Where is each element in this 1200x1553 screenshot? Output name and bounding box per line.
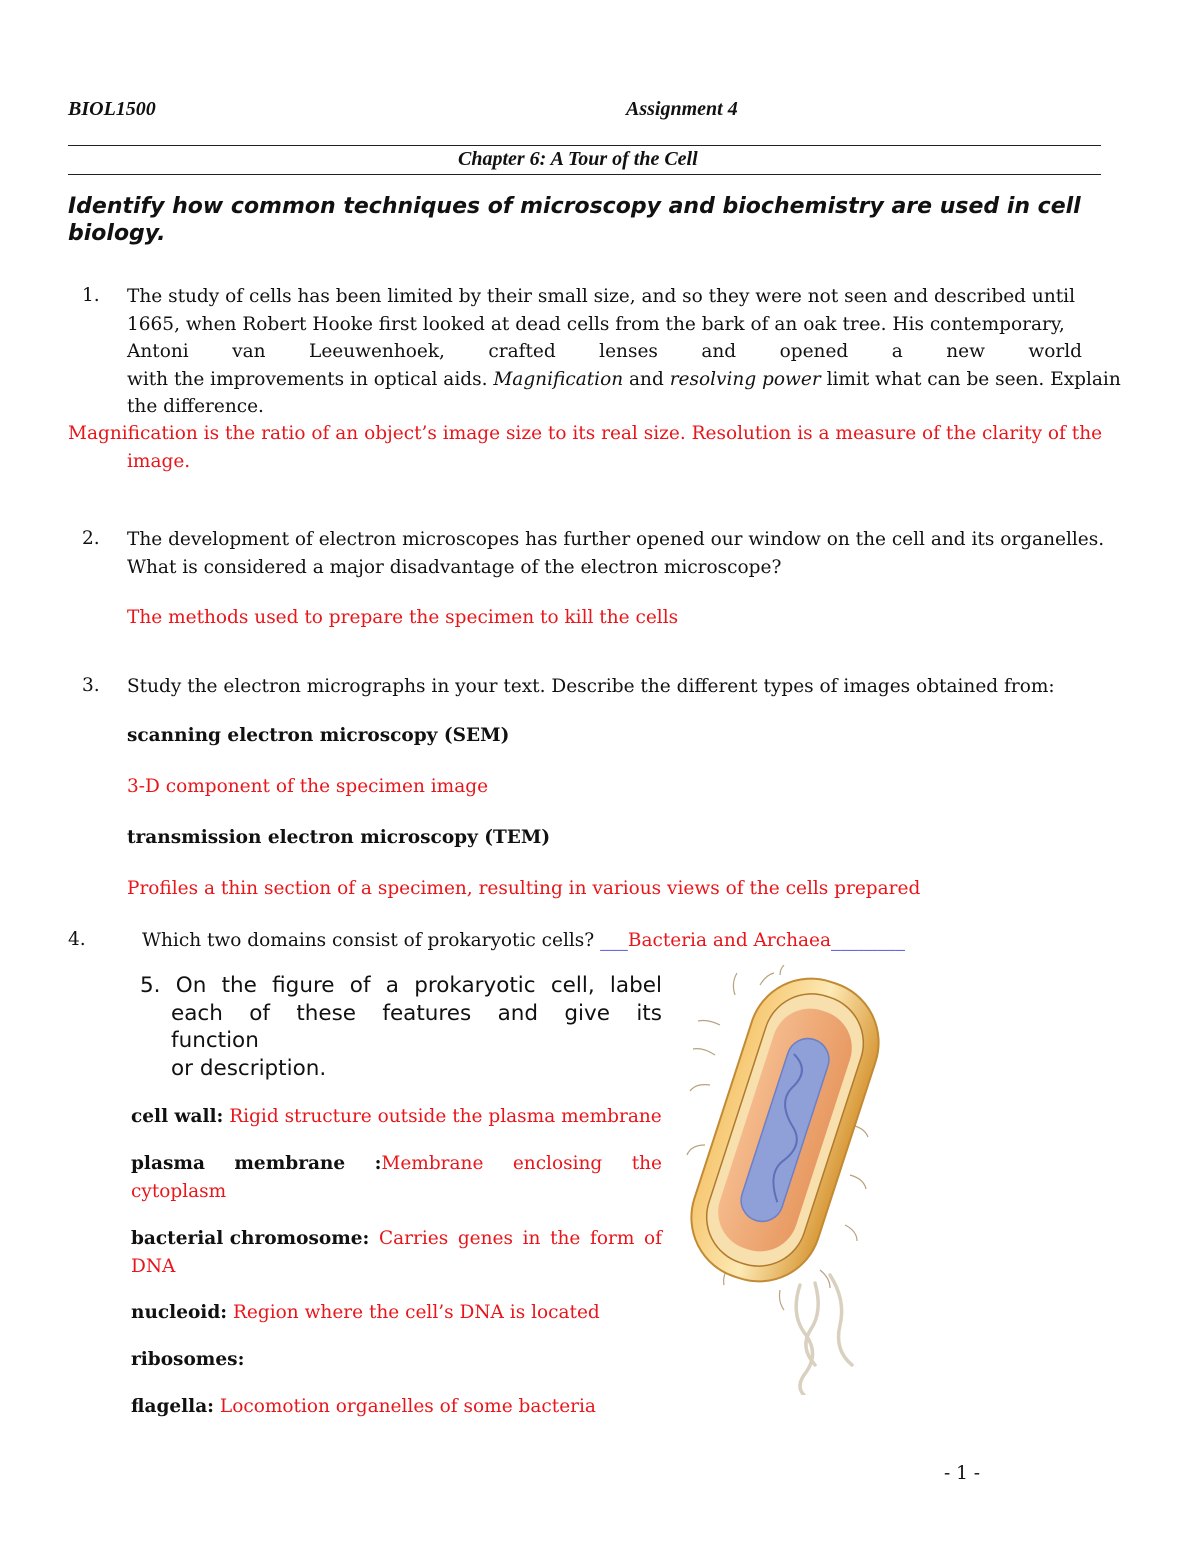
chromosome-line1 [131, 1225, 662, 1253]
flagella-label: flagella: [131, 1396, 215, 1417]
pm-label-w0: plasma [131, 1153, 205, 1174]
q5-l1w3: figure [272, 973, 335, 998]
q5-l2w4: and [497, 1000, 539, 1026]
q3-prompt: Study the electron micrographs in your text. Describe the different types of images obtained from: [127, 676, 1055, 697]
q4-prompt: Which two domains consist of prokaryotic cells? [142, 930, 595, 951]
q5-l2w1: of [249, 1000, 270, 1026]
q5-line3: function [171, 1028, 259, 1053]
pm-colon: : [374, 1153, 382, 1174]
q5-l1w5: a [385, 973, 399, 998]
q1-w1: van [232, 341, 266, 362]
chromosome-label: bacterial chromosome: [131, 1228, 370, 1249]
q1-line4-post: limit what can be seen. Explain [826, 368, 1121, 390]
flagella-answer: Locomotion organelles of some bacteria [219, 1396, 596, 1417]
chr-ans-w4: form [589, 1228, 635, 1249]
q1-w7: a [891, 341, 903, 362]
q4-line [142, 927, 905, 955]
q1-text [127, 283, 1128, 421]
term-resolving-power: resolving power [669, 368, 821, 390]
q1-line5: the difference. [127, 396, 264, 417]
q4-number: 4. [68, 929, 86, 950]
sem-answer: 3-D component of the specimen image [127, 776, 489, 797]
q5-l2w3: features [382, 1000, 472, 1026]
q1-w6: opened [779, 341, 849, 362]
chr-ans-w1: genes [457, 1228, 513, 1249]
tem-label: transmission electron microscopy (TEM) [127, 827, 551, 848]
q5-l1w0: 5. [140, 973, 161, 998]
nucleoid-label: nucleoid: [131, 1302, 228, 1323]
q5-l1w4: of [349, 973, 371, 998]
q1-line4-mid: and [629, 368, 664, 390]
prokaryotic-cell-figure [680, 965, 920, 1395]
q5-l2w5: give [564, 1000, 610, 1026]
q1-w3: crafted [488, 341, 556, 362]
q3-number: 3. [82, 675, 100, 696]
feature-flagella [131, 1393, 596, 1421]
q1-line1 [127, 283, 1128, 311]
ribosomes-label: ribosomes: [131, 1349, 245, 1370]
q1-w0: Antoni [127, 341, 189, 362]
section-heading: Identify how common techniques of microscopy and biochemistry are used in cell biology. [68, 194, 1081, 246]
q1-w4: lenses [599, 341, 658, 362]
cell-body [680, 965, 895, 1297]
q5-l2w2: these [296, 1000, 357, 1026]
feature-cell-wall [131, 1103, 662, 1131]
q1-number: 1. [82, 285, 100, 306]
feature-nucleoid [131, 1299, 600, 1327]
page-number: - 1 - [944, 1463, 981, 1484]
flagella-strands [796, 1275, 852, 1395]
chr-ans-w2: in [522, 1228, 541, 1249]
term-magnification: Magnification [493, 368, 624, 390]
chr-ans-w5: of [643, 1228, 662, 1249]
q2-line2: What is considered a major disadvantage of the electron microscope? [127, 557, 782, 578]
q2-number: 2. [82, 528, 100, 549]
q4-blank-post: ________ [831, 930, 906, 951]
q5-l1w7: cell, [550, 973, 595, 998]
tem-answer: Profiles a thin section of a specimen, resulting in various views of the cells prepared [127, 878, 921, 899]
q1-line4-pre: with the improvements in optical aids. [127, 368, 488, 390]
sem-label: scanning electron microscopy (SEM) [127, 725, 510, 746]
feature-ribosomes [131, 1346, 244, 1374]
q2-answer: The methods used to prepare the specimen to kill the cells [127, 607, 679, 628]
q4-answer: Bacteria and Archaea [627, 930, 832, 951]
q1-line4 [127, 366, 1128, 394]
chapter-title: Chapter 6: A Tour of the Cell [458, 148, 698, 170]
pm-ans-w2: the [631, 1153, 662, 1174]
chr-ans-w3: the [550, 1228, 581, 1249]
q5-l1w6: prokaryotic [414, 973, 536, 998]
pm-ans-w0: Membrane [381, 1153, 484, 1174]
q1-w8: new [946, 341, 985, 362]
assignment-title: Assignment 4 [626, 98, 738, 120]
pm-ans-line2: cytoplasm [131, 1180, 227, 1202]
q2-line1: The development of electron microscopes has further opened our window on the cell and its organelles. [127, 529, 1105, 550]
nucleoid-answer: Region where the cell’s DNA is located [233, 1302, 600, 1323]
q5-line1 [140, 972, 662, 1000]
q1-w5: and [701, 341, 737, 362]
plasma-membrane-line1 [131, 1150, 662, 1178]
course-code: BIOL1500 [68, 98, 156, 120]
feature-plasma-membrane [131, 1150, 662, 1205]
q5-l2w6: its [636, 1000, 662, 1026]
q5-heading [140, 972, 662, 1082]
q5-l2w0: each [171, 1000, 223, 1026]
q5-line4: or description. [171, 1055, 327, 1081]
q1-answer-line1: Magnification is the ratio of an object’s image size to its real size. Resolution is a measure of the clarity of the [68, 423, 1103, 444]
q1-w2: Leeuwenhoek, [309, 341, 445, 362]
cell-wall-answer: Rigid structure outside the plasma membrane [229, 1106, 662, 1127]
q1-answer-line2: image. [127, 451, 191, 472]
cell-wall-label: cell wall: [131, 1106, 224, 1127]
pm-label-w1: membrane [234, 1153, 346, 1174]
q5-l1w2: the [221, 973, 257, 998]
q1-line2: 1665, when Robert Hooke first looked at dead cells from the bark of an oak tree. His contemporary, [127, 313, 1065, 335]
q5-line2 [171, 1000, 662, 1028]
pm-ans-w1: enclosing [512, 1153, 603, 1174]
chr-ans-w0: Carries [379, 1228, 449, 1249]
q1-w9: world [1028, 341, 1082, 362]
q4-blank-pre: ___ [600, 930, 628, 951]
q5-l1w1: On [175, 973, 207, 998]
chr-ans-line2: DNA [131, 1255, 176, 1277]
q5-l1w8: label [609, 973, 662, 998]
header-rule-bottom [68, 174, 1101, 175]
feature-bacterial-chromosome [131, 1225, 662, 1280]
q1-line1-text: The study of cells has been limited by their small size, and so they were not seen and described until [127, 286, 1075, 307]
header-rule-top [68, 145, 1101, 146]
q1-line3 [127, 338, 1082, 366]
